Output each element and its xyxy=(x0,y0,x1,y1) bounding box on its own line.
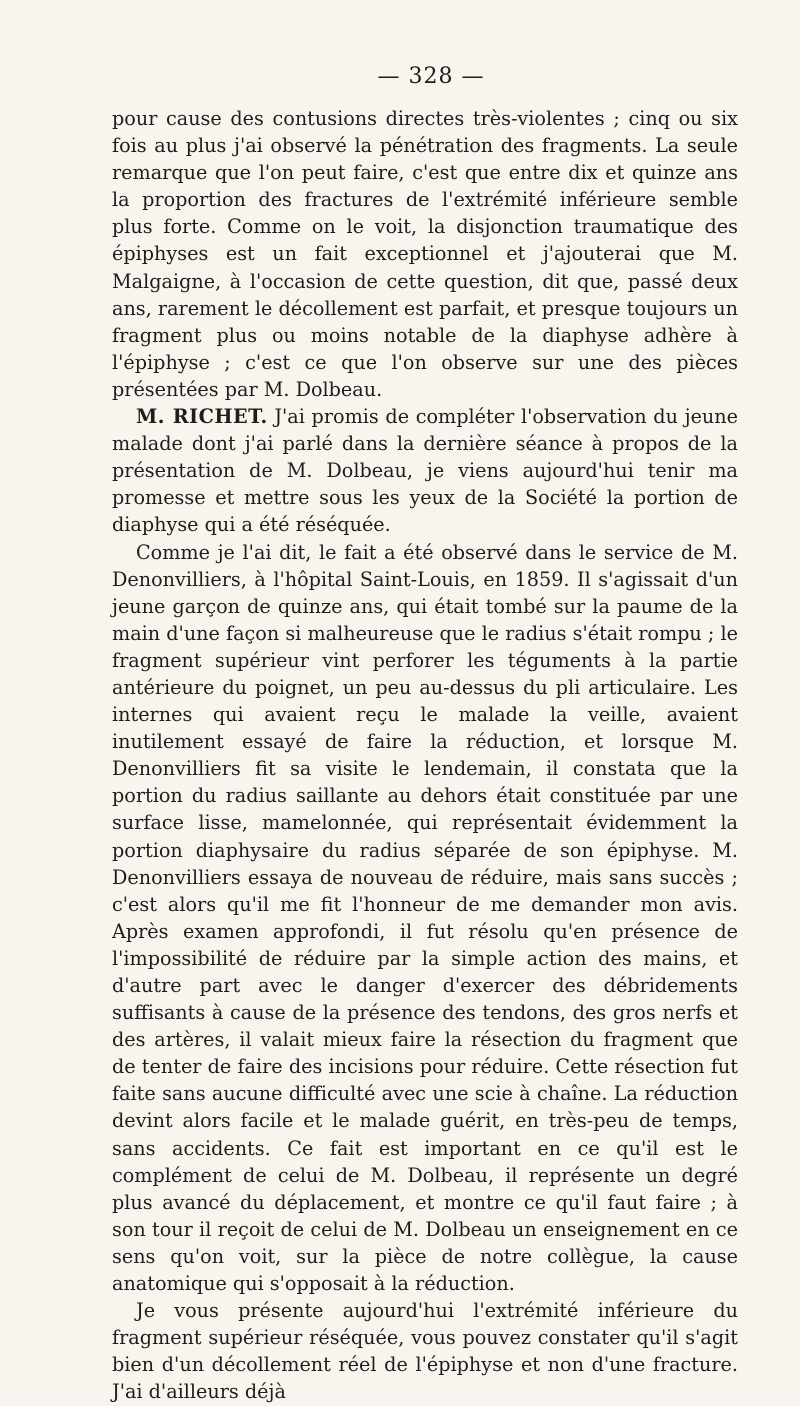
paragraph-continuation: pour cause des contusions directes très-violentes ; cinq ou six fois au plus j'ai observé la pénétration des fragments. La seule remarque que l'on peut faire, c'est que entre dix et quinze ans la proportion des fractures de l'extrémité inférieure semble plus forte. Comme on le voit, la disjonction traumatique des épiphyses est un fait exceptionnel et j'ajouterai que M. Malgaigne, à l'occasion de cette question, dit que, passé deux ans, rarement le décollement est parfait, et presque toujours un fragment plus ou moins notable de la diaphyse adhère à l'épiphyse ; c'est ce que l'on observe sur une des pièces présentées par M. Dolbeau. xyxy=(112,107,738,401)
paragraph-presentation: Je vous présente aujourd'hui l'extrémité inférieure du fragment supérieur réséquée, vous pouvez constater qu'il s'agit bien d'un décollement réel de l'épiphyse et non d'une fracture. J'ai d'ailleurs déjà xyxy=(112,1299,738,1404)
page-number: — 328 — xyxy=(377,64,485,89)
speaker-name: M. RICHET. xyxy=(136,405,268,429)
paragraph-richet xyxy=(112,403,738,538)
book-page xyxy=(112,64,738,1406)
paragraph-richet-text: J'ai promis de compléter l'observation du jeune malade dont j'ai parlé dans la dernière séance à propos de la présentation de M. Dolbeau, je viens aujourd'hui tenir ma promesse et mettre sous les yeux de la Société la portion de diaphyse qui a été réséquée. xyxy=(112,405,739,537)
paragraph-case-report: Comme je l'ai dit, le fait a été observé dans le service de M. Denonvilliers, à l'hôpital Saint-Louis, en 1859. Il s'agissait d'un jeune garçon de quinze ans, qui était tombé sur la paume de la main d'une façon si malheureuse que le radius s'était rompu ; le fragment supérieur vint perforer les téguments à la partie antérieure du poignet, un peu au-dessus du pli articulaire. Les internes qui avaient reçu le malade la veille, avaient inutilement essayé de faire la réduction, et lorsque M. Denonvilliers fit sa visite le lendemain, il constata que la portion du radius saillante au dehors était constituée par une surface lisse, mamelonnée, qui représentait évidemment la portion diaphysaire du radius séparée de son épiphyse. M. Denonvilliers essaya de nouveau de réduire, mais sans succès ; c'est alors qu'il me fit l'honneur de me demander mon avis. Après examen approfondi, il fut résolu qu'en présence de l'impossibilité de réduire par la simple action des mains, et d'autre part avec le danger d'exercer des débridements suffisants à cause de la présence des tendons, des gros nerfs et des artères, il valait mieux faire la résection du fragment que de tenter de faire des incisions pour réduire. Cette résection fut faite sans aucune difficulté avec une scie à chaîne. La réduction devint alors facile et le malade guérit, en très-peu de temps, sans accidents. Ce fait est important en ce qu'il est le complément de celui de M. Dolbeau, il représente un degré plus avancé du déplacement, et montre ce qu'il faut faire ; à son tour il reçoit de celui de M. Dolbeau un enseignement en ce sens qu'on voit, sur la pièce de notre collègue, la cause anatomique qui s'opposait à la réduction. xyxy=(112,540,738,1296)
